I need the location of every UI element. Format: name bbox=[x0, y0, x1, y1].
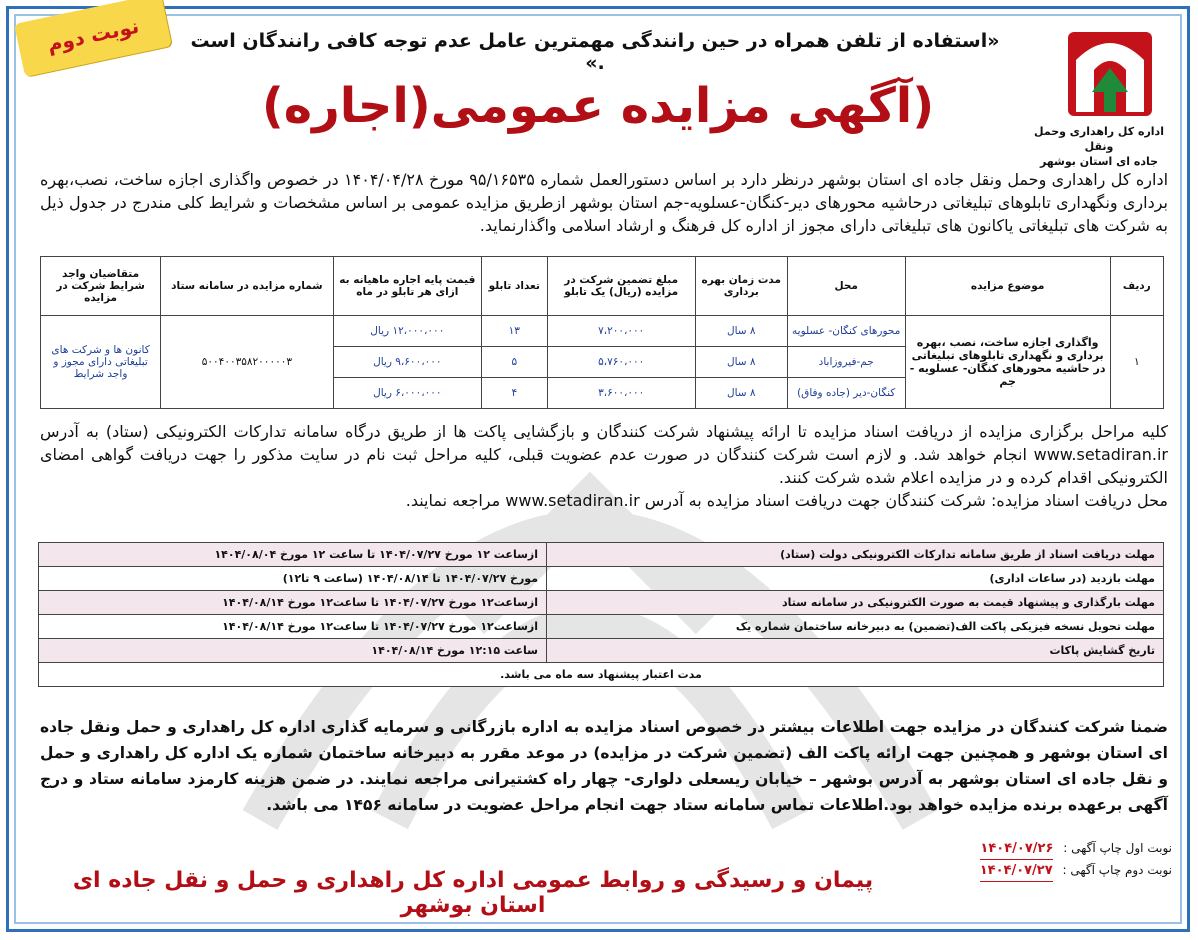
intro-paragraph: اداره کل راهداری وحمل ونقل جاده ای استان بوشهر درنظر دارد بر اساس دستورالعمل شماره ۹۵/۱۶۵۳۵ مورخ ۱۴۰۴/۰۴/۲۸ در خصوص واگذاری اجازه ساخت، نصب،بهره برداری ونگهداری تابلوهای تبلیغاتی درحاشیه محورهای دیر-کنگان-عسلویه-جم استان بوشهر ازطریق مزایده عمومی بر اساس مشخصات و شرایط کلی مندرج در جدول ذیل به شرکت های تبلیغاتی یاکانون های تبلیغاتی دارای مجوز از اداره کل فرهنگ و ارشاد اسلامی واگذارنماید. bbox=[40, 170, 1169, 235]
schedule-label: مهلت دریافت اسناد از طریق سامانه تدارکات الکترونیکی دولت (ستاد) bbox=[547, 543, 1164, 567]
notice-title: (آگهی مزایده عمومی(اجاره) bbox=[261, 78, 935, 134]
table-row bbox=[39, 567, 1164, 591]
duration-cell: ۸ سال bbox=[695, 378, 787, 409]
documents-location-text: محل دریافت اسناد مزایده: شرکت کنندگان جهت دریافت اسناد مزایده به آدرس www.setadiran.ir مراجعه نمایند. bbox=[405, 491, 1168, 510]
header-count: تعداد تابلو bbox=[481, 257, 547, 316]
location-cell: کنگان-دیر (جاده وفاق) bbox=[787, 378, 905, 409]
guarantee-cell: ۷،۲۰۰،۰۰۰ bbox=[547, 316, 695, 347]
header-guarantee: مبلغ تضمین شرکت در مزایده (ریال) یک تابلو bbox=[547, 257, 695, 316]
location-cell: جم-فیروزاباد bbox=[787, 347, 905, 378]
second-print-label: نوبت دوم چاپ آگهی : bbox=[1062, 863, 1172, 877]
location-cell: محورهای کنگان- عسلویه bbox=[787, 316, 905, 347]
organization-line-2: جاده ای استان بوشهر bbox=[1039, 155, 1159, 168]
schedule-value: ساعت ۱۲:۱۵ مورخ ۱۴۰۴/۰۸/۱۴ bbox=[39, 639, 547, 663]
table-header-row bbox=[41, 257, 1164, 316]
schedule-label: مهلت بازدید (در ساعات اداری) bbox=[547, 567, 1164, 591]
header-location: محل bbox=[787, 257, 905, 316]
duration-cell: ۸ سال bbox=[695, 347, 787, 378]
table-row bbox=[39, 639, 1164, 663]
count-cell: ۱۳ bbox=[481, 316, 547, 347]
procedure-text: کلیه مراحل برگزاری مزایده از دریافت اسناد مزایده تا ارائه پیشنهاد شرکت کنندگان و بازگشایی پاکت ها از طریق درگاه سامانه تدارکات الکترونیکی (ستاد) به آدرس www.setadiran.ir انجام خواهد شد. و لازم است شرکت کنندگان در صورت عدم عضویت قبلی، کلیه مراحل ثبت نام در سایت مذکور را جهت دریافت گواهی امضای الکترونیکی اقدام کرده و در مزایده اعلام شده شرکت کنند. bbox=[40, 422, 1168, 487]
price-cell: ۱۲،۰۰۰،۰۰۰ ریال bbox=[333, 316, 481, 347]
count-cell: ۵ bbox=[481, 347, 547, 378]
schedule-label: مهلت تحویل نسخه فیزیکی پاکت الف(تضمین) به دبیرخانه ساختمان شماره یک bbox=[547, 615, 1164, 639]
contact-paragraph: ضمنا شرکت کنندگان در مزایده جهت اطلاعات بیشتر در خصوص اسناد مزایده به اداره بازرگانی و سرمایه گذاری اداره کل راهداری و حمل ونقل جاده ای استان بوشهر و همچنین جهت ارائه پاکت الف (تضمین شرکت در مزایده) در موعد مقرر به دبیرخانه ساختمان شماره یک اداره کل راهداری و حمل و نقل جاده ای استان بوشهر به آدرس بوشهر – خیابان ریسعلی دلواری- چهار راه کشتیرانی مراجعه نمایند. در ضمن هزینه کارمزد سامانه ستاد و درج آگهی برعهده برنده مزایده خواهد بود.اطلاعات تماس سامانه ستاد جهت انجام مراحل عضویت در سامانه ۱۴۵۶ می باشد. bbox=[40, 718, 1168, 814]
guarantee-cell: ۵،۷۶۰،۰۰۰ bbox=[547, 347, 695, 378]
price-cell: ۹،۶۰۰،۰۰۰ ریال bbox=[333, 347, 481, 378]
header-price: قیمت پایه اجاره ماهیانه به ازای هر تابلو در ماه bbox=[333, 257, 481, 316]
schedule-value: ازساعت۱۲ مورخ ۱۴۰۴/۰۷/۲۷ تا ساعت۱۲ مورخ ۱۴۰۴/۰۸/۱۴ bbox=[39, 591, 547, 615]
table-row bbox=[39, 615, 1164, 639]
schedule-label: تاریخ گشایش پاکات bbox=[547, 639, 1164, 663]
second-print-badge: نوبت دوم bbox=[14, 0, 172, 77]
schedule-value: ازساعت ۱۲ مورخ ۱۴۰۴/۰۷/۲۷ تا ساعت ۱۲ مورخ ۱۴۰۴/۰۸/۰۴ bbox=[39, 543, 547, 567]
header-setad-number: شماره مزایده در سامانه ستاد bbox=[161, 257, 334, 316]
table-row bbox=[39, 543, 1164, 567]
print-dates bbox=[872, 838, 1172, 882]
schedule-label: مهلت بارگذاری و پیشنهاد قیمت به صورت الکترونیکی در سامانه ستاد bbox=[547, 591, 1164, 615]
header-subject: موضوع مزایده bbox=[905, 257, 1110, 316]
count-cell: ۴ bbox=[481, 378, 547, 409]
ministry-road-logo-icon bbox=[1064, 22, 1156, 122]
auction-items-table bbox=[40, 256, 1164, 409]
first-print-date: ۱۴۰۴/۰۷/۲۶ bbox=[980, 839, 1053, 860]
table-row bbox=[41, 316, 1164, 347]
setad-number-cell: ۵۰۰۴۰۰۳۵۸۲۰۰۰۰۰۳ bbox=[161, 316, 334, 409]
table-row bbox=[39, 591, 1164, 615]
first-print-label: نوبت اول چاپ آگهی : bbox=[1063, 841, 1172, 855]
schedule-value: ازساعت۱۲ مورخ ۱۴۰۴/۰۷/۲۷ تا ساعت۱۲ مورخ ۱۴۰۴/۰۸/۱۴ bbox=[39, 615, 547, 639]
second-print-line bbox=[872, 860, 1172, 882]
procedure-paragraph bbox=[40, 420, 1168, 512]
header-duration: مدت زمان بهره برداری bbox=[695, 257, 787, 316]
organization-name bbox=[1024, 124, 1174, 169]
guarantee-cell: ۳،۶۰۰،۰۰۰ bbox=[547, 378, 695, 409]
organization-line-1: اداره کل راهداری وحمل ونقل bbox=[1034, 125, 1164, 153]
second-print-date: ۱۴۰۴/۰۷/۲۷ bbox=[980, 861, 1053, 882]
schedule-value: مورخ ۱۴۰۴/۰۷/۲۷ تا ۱۴۰۴/۰۸/۱۴ (ساعت ۹ تا۱۲) bbox=[39, 567, 547, 591]
subject-cell: واگذاری اجازه ساخت، نصب ،بهره برداری و نگهداری تابلوهای تبلیغاتی در حاشیه محورهای کنگان- عسلویه - جم bbox=[905, 316, 1110, 409]
price-cell: ۶،۰۰۰،۰۰۰ ریال bbox=[333, 378, 481, 409]
safety-slogan: «استفاده از تلفن همراه در حین رانندگی مهمترین عامل عدم توجه کافی رانندگان است .» bbox=[190, 30, 1000, 74]
validity-note: مدت اعتبار پیشنهاد سه ماه می باشد. bbox=[39, 663, 1164, 687]
header-eligible: متقاضیان واجد شرایط شرکت در مزایده bbox=[41, 257, 161, 316]
eligible-cell: کانون ها و شرکت های تبلیغاتی دارای مجوز و واجد شرایط bbox=[41, 316, 161, 409]
row-number-cell: ۱ bbox=[1110, 316, 1163, 409]
header-row-number: ردیف bbox=[1110, 257, 1163, 316]
duration-cell: ۸ سال bbox=[695, 316, 787, 347]
schedule-table bbox=[38, 542, 1164, 687]
footer-signature: پیمان و رسیدگی و روابط عمومی اداره کل راهداری و حمل و نقل جاده ای استان بوشهر bbox=[72, 868, 874, 918]
table-row bbox=[39, 663, 1164, 687]
first-print-line bbox=[872, 838, 1172, 860]
